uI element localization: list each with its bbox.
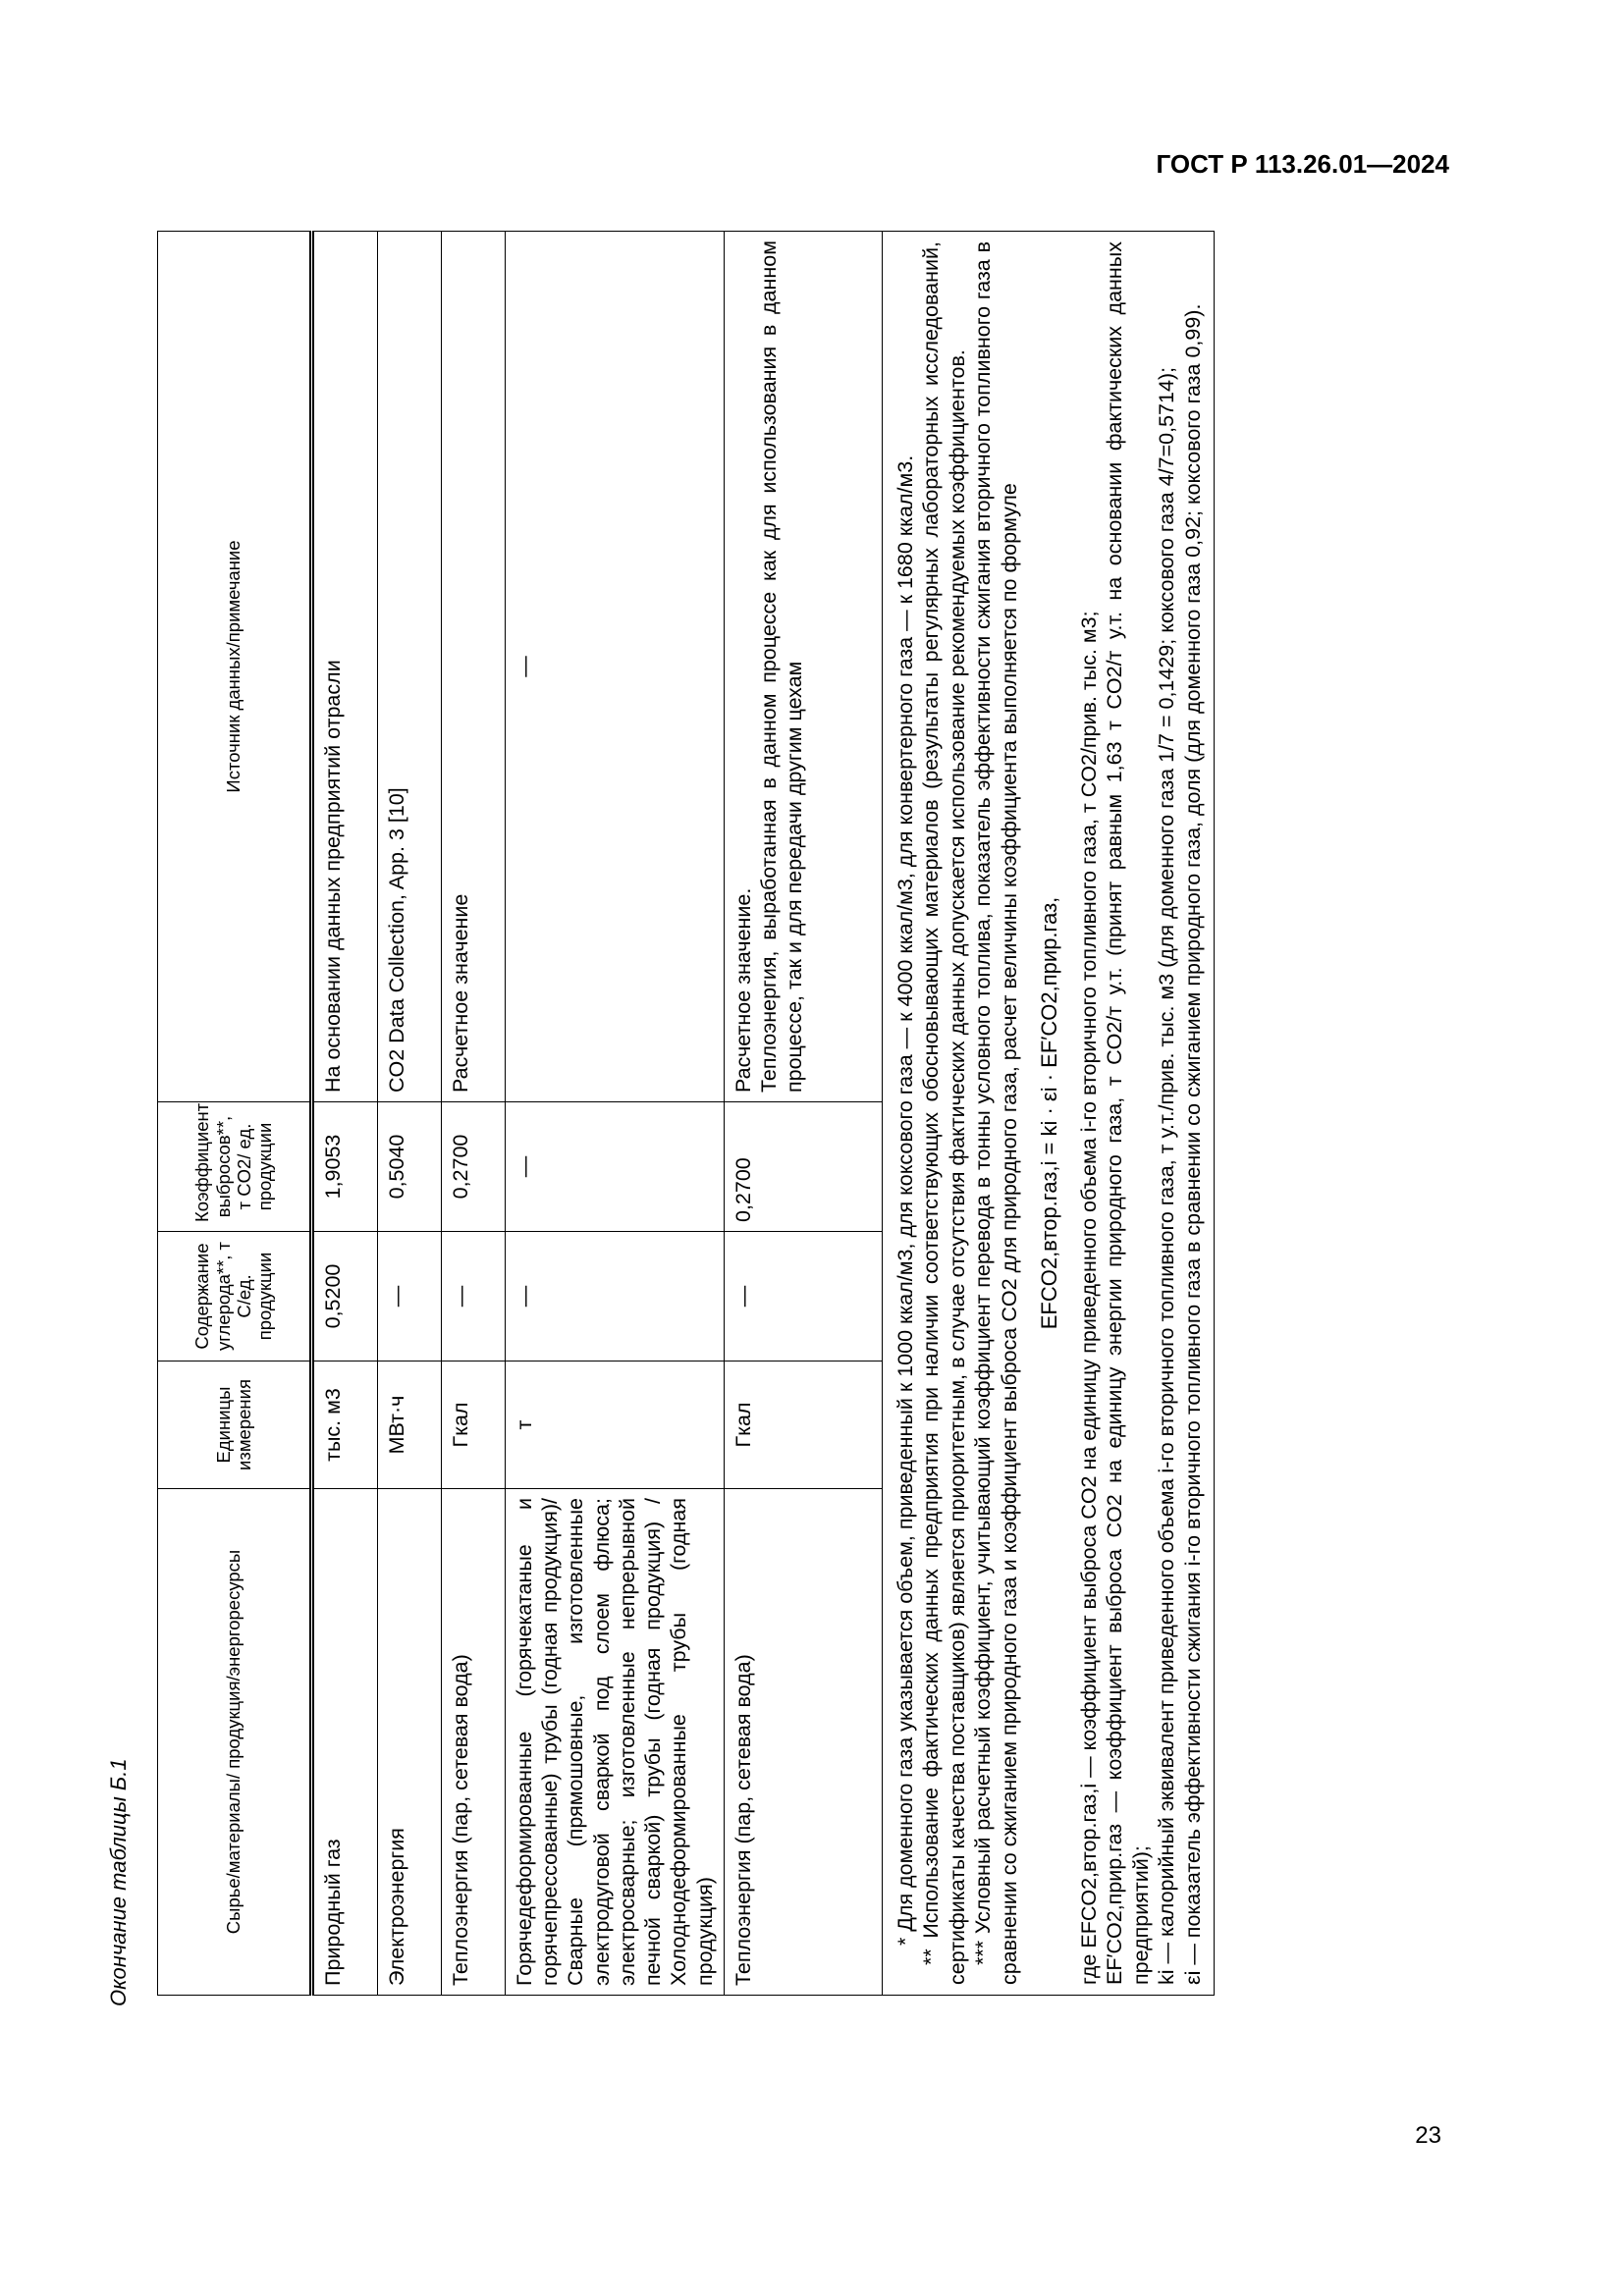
cell-carbon: 0,5200 [312, 1232, 378, 1362]
formula-where-3: ki — калорийный эквивалент приведенного объема i-го вторичного топливного газа, т у.т./прив. тыс. м3 (для доменного газа 1/7 = 0,1429; коксового газа 4/7=0,5714); [1155, 366, 1179, 1985]
cell-carbon: — [442, 1232, 506, 1362]
cell-material: Теплоэнергия (пар, сетевая вода) [724, 1489, 882, 1996]
col-header-material-text: Сырье/материалы/ продукция/энергоресурсы [223, 1549, 244, 1935]
standard-header: ГОСТ Р 113.26.01—2024 [1156, 149, 1449, 179]
cell-material: Природный газ [312, 1489, 378, 1996]
rotated-table-container [157, 232, 1278, 1996]
col-header-coef-text: Коэффициент выбросов**, т CO2/ ед. продукции [191, 1102, 276, 1222]
table-row [442, 232, 506, 1996]
col-header-unit-text: Единицы измерения [212, 1379, 254, 1470]
cell-unit: МВт·ч [378, 1362, 442, 1489]
formula-where-4: εi — показатель эффективности сжигания i-го вторичного топливного газа в сравнении со сжиганием природного газа, доля (для доменного газа 0,92; коксового газа 0,99). [1180, 303, 1205, 1985]
cell-coef: 0,5040 [378, 1102, 442, 1232]
cell-source-line-1: Расчетное значение. [731, 887, 755, 1093]
col-header-coef [158, 1102, 312, 1232]
col-header-carbon-text: Содержание углерода**, т С/ед. продукции [191, 1241, 276, 1352]
emission-factors-table [157, 231, 1215, 1996]
cell-unit: Гкал [724, 1362, 882, 1489]
page-number: 23 [1415, 2122, 1441, 2149]
cell-coef: 0,2700 [442, 1102, 506, 1232]
formula-where-1: где EFCO2,втор.газ,i — коэффициент выброса CO2 на единицу приведенного объема i-го вторичного топливного газа, т CO2/прив. тыс. м3; [1076, 611, 1101, 1985]
note-2: ** Использование фактических данных предприятия при наличии соответствующих обосновывающих материалов (результаты регулярных лабораторных исследований, сертификаты качества поставщиков) является приоритетным, в случае отсутствия фактических данных допускается использование рекомендуемых коэффициентов. [919, 241, 969, 1985]
cell-source: На основании данных предприятий отрасли [312, 232, 378, 1102]
cell-unit: Гкал [442, 1362, 506, 1489]
formula: EFCO2,втор.газ,i = ki · εi · EF′CO2,прир.газ, [1036, 896, 1061, 1330]
cell-source-line-2: Теплоэнергия, выработанная в данном процессе как для использования в данном процессе, так и для передачи другим цехам [756, 240, 807, 1093]
col-header-unit [158, 1362, 312, 1489]
table-notes [882, 232, 1214, 1996]
cell-material: Теплоэнергия (пар, сетевая вода) [442, 1489, 506, 1996]
formula-where-2: EF′CO2,прир.газ — коэффициент выброса CO2 на единицу энергии природного газа, т CO2/т у.т. (принят равным 1,63 т CO2/т у.т. на основании фактических данных предприятий); [1103, 241, 1153, 1985]
cell-coef: 1,9053 [312, 1102, 378, 1232]
cell-source: Расчетное значение [442, 232, 506, 1102]
notes-row [882, 232, 1214, 1996]
cell-source: CO2 Data Collection, App. 3 [10] [378, 232, 442, 1102]
note-1: * Для доменного газа указывается объем, приведенный к 1000 ккал/м3, для коксового газа — к 4000 ккал/м3, для конвертерного газа — к 1680 ккал/м3. [893, 454, 917, 1946]
cell-coef: — [506, 1102, 725, 1232]
table-row [724, 232, 882, 1996]
table-row [506, 232, 725, 1996]
cell-carbon: — [506, 1232, 725, 1362]
note-3: *** Условный расчетный коэффициент, учитывающий коэффициент перевода в тонны условного топлива, показатель эффективности сжигания вторичного топливного газа в сравнении со сжиганием природного газа и коэффициент выброса CO2 для природного газа, расчет величины коэффициента выполняется по формуле [971, 241, 1021, 1985]
cell-source [724, 232, 882, 1102]
col-header-material [158, 1489, 312, 1996]
table-header-row [158, 232, 312, 1996]
cell-carbon: — [378, 1232, 442, 1362]
cell-material: Электроэнергия [378, 1489, 442, 1996]
table-row [312, 232, 378, 1996]
table-row [378, 232, 442, 1996]
cell-source: — [506, 232, 725, 1102]
cell-material: Горячедеформированные (горячекатаные и горячепрессованные) трубы (годная продукция)/ Сварные (прямошовные, изготовленные электродуговой сваркой под слоем флюса; электросварные; изготовленные непрерывной печной сваркой) трубы (годная продукция) / Холоднодеформированные трубы (годная продукция) [506, 1489, 725, 1996]
col-header-source-text: Источник данных/примечание [223, 540, 244, 793]
cell-coef: 0,2700 [724, 1102, 882, 1232]
table-caption: Окончание таблицы Б.1 [106, 1758, 131, 2006]
cell-unit: т [506, 1362, 725, 1489]
col-header-carbon [158, 1232, 312, 1362]
cell-carbon: — [724, 1232, 882, 1362]
cell-unit: тыс. м3 [312, 1362, 378, 1489]
col-header-source [158, 232, 312, 1102]
